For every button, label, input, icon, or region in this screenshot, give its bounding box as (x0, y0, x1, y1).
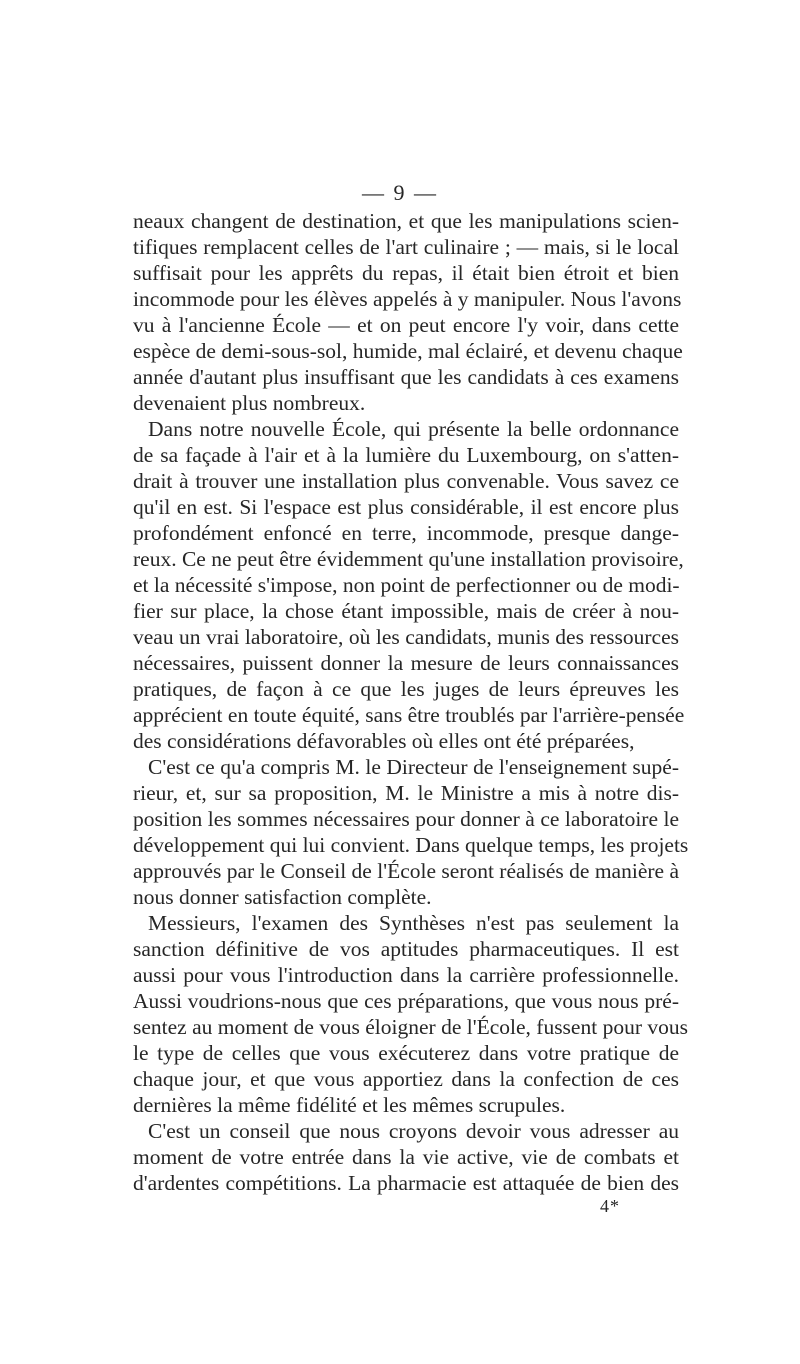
text-line: moment de votre entrée dans la vie active, vie de combats et (133, 1145, 679, 1169)
text-line: d'ardentes compétitions. La pharmacie est attaquée de bien des (133, 1171, 679, 1195)
text-line: Messieurs, l'examen des Synthèses n'est pas seulement la (148, 911, 679, 935)
text-line: neaux changent de destination, et que les manipulations scien- (133, 209, 679, 233)
text-line: dernières la même fidélité et les mêmes scrupules. (133, 1093, 566, 1117)
text-line: C'est un conseil que nous croyons devoir vous adresser au (148, 1119, 679, 1143)
text-line: des considérations défavorables où elles ont été préparées, (133, 729, 635, 753)
text-line: sanction définitive de vos aptitudes pharmaceutiques. Il est (133, 937, 679, 961)
page-number: — 9 — (362, 180, 438, 205)
text-line: incommode pour les élèves appelés à y manipuler. Nous l'avons (133, 287, 682, 311)
text-line: qu'il en est. Si l'espace est plus considérable, il est encore plus (133, 495, 679, 519)
text-line: nécessaires, puissent donner la mesure de leurs connaissances (133, 651, 679, 675)
text-line: pratiques, de façon à ce que les juges de leurs épreuves les (133, 677, 679, 701)
text-line: chaque jour, et que vous apportiez dans la confection de ces (133, 1067, 679, 1091)
text-line: profondément enfoncé en terre, incommode, presque dange- (133, 521, 679, 545)
text-line: position les sommes nécessaires pour donner à ce laboratoire le (133, 807, 679, 831)
text-line: aussi pour vous l'introduction dans la carrière professionnelle. (133, 963, 679, 987)
text-line: suffisait pour les apprêts du repas, il était bien étroit et bien (133, 261, 679, 285)
text-line: sentez au moment de vous éloigner de l'École, fussent pour vous (133, 1015, 688, 1039)
text-line: drait à trouver une installation plus convenable. Vous savez ce (133, 469, 679, 493)
text-line: nous donner satisfaction complète. (133, 885, 432, 909)
text-line: devenaient plus nombreux. (133, 391, 366, 415)
text-line: espèce de demi-sous-sol, humide, mal éclairé, et devenu chaque (133, 339, 683, 363)
text-line: Aussi voudrions-nous que ces préparations, que vous nous pré- (133, 989, 679, 1013)
text-line: C'est ce qu'a compris M. le Directeur de l'enseignement supé- (148, 755, 679, 779)
text-line: et la nécessité s'impose, non point de perfectionner ou de modi- (133, 573, 680, 597)
text-line: de sa façade à l'air et à la lumière du Luxembourg, on s'atten- (133, 443, 679, 467)
text-line: vu à l'ancienne École — et on peut encore l'y voir, dans cette (133, 313, 679, 337)
text-line: le type de celles que vous exécuterez dans votre pratique de (133, 1041, 679, 1065)
text-line: approuvés par le Conseil de l'École seront réalisés de manière à (133, 859, 679, 883)
text-line: Dans notre nouvelle École, qui présente la belle ordonnance (148, 417, 679, 441)
text-line: année d'autant plus insuffisant que les candidats à ces examens (133, 365, 679, 389)
text-line: apprécient en toute équité, sans être troublés par l'arrière-pensée (133, 703, 685, 727)
text-line: tifiques remplacent celles de l'art culinaire ; — mais, si le local (133, 235, 679, 259)
text-line: veau un vrai laboratoire, où les candidats, munis des ressources (133, 625, 679, 649)
text-line: développement qui lui convient. Dans quelque temps, les projets (133, 833, 689, 857)
text-line: rieur, et, sur sa proposition, M. le Ministre a mis à notre dis- (133, 781, 679, 805)
signature-mark: 4* (600, 1196, 620, 1216)
text-line: reux. Ce ne peut être évidemment qu'une installation provisoire, (133, 547, 684, 571)
text-line: fier sur place, la chose étant impossible, mais de créer à nou- (133, 599, 679, 623)
